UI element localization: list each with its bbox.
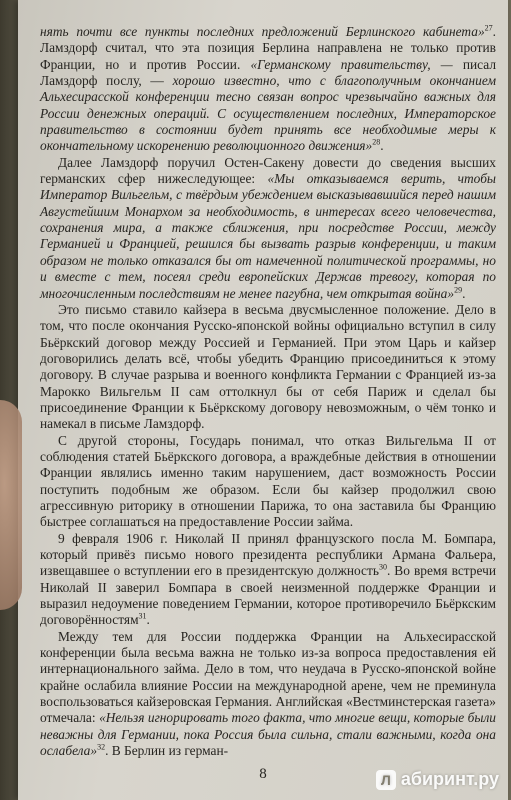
- book-page: [18, 0, 508, 800]
- paragraph-text: Далее Ламздорф поручил Остен-Сакену довести до сведения высших германских сфер нижеследующее:: [40, 154, 496, 187]
- quote-fragment: «Нельзя игнорировать того факта, что многие вещи, которые были неважны для Германии, пока Россия была сильна, стали важными, когда она ослабела»: [40, 710, 496, 759]
- quote-fragment: «Германскому правительству, —: [250, 56, 453, 72]
- watermark-text: абиринт.ру: [400, 769, 499, 789]
- watermark: [376, 769, 499, 790]
- labirint-logo-icon: Л: [376, 770, 396, 790]
- quote-fragment: хорошо известно, что с благополучным окончанием Альхесирасской конференции тесно связан вопрос чрезвычайно важных для России денежных операций. С осуществлением последних, Императорское правительство в состоянии будет принять все необходимые меры к окончательному искоренению революционного движения»: [40, 73, 496, 154]
- footnote-ref[interactable]: 31: [138, 611, 147, 621]
- paragraph-text: Между тем для России поддержка Франции на Альхесирасской конференции была весьма важна не только из-за вопроса предоставления ей интернационального займа. Дело в том, что неудача в Русско-японской войне крайне ослабила влияние России на международной арене, чем не преминула воспользоваться кайзеровская Германия. Английская «Вестминстерская газета» отмечала:: [40, 628, 496, 726]
- footnote-ref[interactable]: 28: [372, 137, 381, 147]
- paragraph-5: 9 февраля 1906 г. Николай II принял французского посла М. Бомпара, который привёз письмо нового президента республики Армана Фальера, извещавшее о вступлении его в президентскую должность$^{30}$. Во время встречи Николай II заверил Бомпара в своей неизменной поддержке Франции и выразил недоумение поведением Германии, которое противоречило Бьёркским договорённостям$^{31}$.: [40, 530, 496, 628]
- quote-fragment: «Мы отказываемся верить, чтобы Император Вильгельм, с твёрдым убеждением высказывавшийся перед нашим Августейшим Монархом за необходимость, в интересах всего человечества, сохранения мира, а также сближения, при посредстве России, между Германией и Францией, решился бы вызвать разрыв конференции, и таким образом не только отказался бы от намеченной политической программы, но и вместе с тем, посеял среди европейских Держав тревогу, которая по многочисленным последствиям не менее пагубна, чем открытая война»: [40, 171, 496, 301]
- paragraph-text: 9 февраля 1906 г. Николай II принял французского посла М. Бомпара, который привёз письмо нового президента республики Армана Фальера, извещавшее о вступлении его в президентскую должность: [40, 530, 496, 579]
- paragraph-text: . Ламздорф считал, что эта позиция Берлина направлена не только против Франции, но и против России.: [40, 24, 496, 72]
- page-text: [40, 24, 496, 759]
- footnote-ref[interactable]: 27: [484, 23, 493, 33]
- thumb-photo-artifact: [0, 400, 22, 610]
- paragraph-1: нять почти все пункты последних предложений Берлинского кабинета»$^{27}$. Ламздорф считал, что эта позиция Берлина направлена не только против Франции, но и против России. «Германскому правительству, — писал Ламздорф послу, — хорошо известно, что с благополучным окончанием Альхесирасской конференции тесно связан вопрос чрезвычайно важных для России денежных операций. С осуществлением последних, Императорское правительство в состоянии будет принять все необходимые меры к окончательному искоренению революционного движения»$^{28}$.: [40, 23, 497, 154]
- page-number: 8: [259, 766, 267, 782]
- paragraph-text: . Во время встречи Николай II заверил Бомпара в своей неизменной поддержке Франции и выразил недоумение поведением Германии, которое противоречило Бьёркским договорённостям: [40, 563, 496, 628]
- paragraph-text: писал Ламздорф послу, —: [40, 56, 497, 89]
- paragraph-text: . В Берлин из герман-: [105, 743, 229, 759]
- footnote-ref[interactable]: 29: [454, 285, 463, 295]
- quote-fragment: нять почти все пункты последних предложений Берлинского кабинета»: [40, 24, 485, 39]
- footnote-ref[interactable]: 30: [378, 562, 387, 572]
- paragraph-4: С другой стороны, Государь понимал, что отказ Вильгельма II от соблюдения статей Бьёркского договора, а враждебные действия в отношении Франции являлись именно таким нарушением, даст возможность России поступить подобным же образом. Если бы кайзер продолжил свою агрессивную риторику в отношении Парижа, то она заставила бы Францию быстрее соглашаться на предоставление России займа.: [40, 432, 496, 530]
- paragraph-6: [40, 629, 496, 760]
- paragraph-2: Далее Ламздорф поручил Остен-Сакену довести до сведения высших германских сфер нижеследующее: «Мы отказываемся верить, чтобы Император Вильгельм, с твёрдым убеждением высказывавшийся перед нашим Августейшим Монархом за необходимость, в интересах всего человечества, сохранения мира, а также сближения, при посредстве России, между Германией и Францией, решился бы вызвать разрыв конференции, и таким образом не только отказался бы от намеченной политической программы, но и вместе с тем, посеял среди европейских Держав тревогу, которая по многочисленным последствиям не менее пагубна, чем открытая война»$^{29}$.: [40, 154, 496, 301]
- footnote-ref[interactable]: 32: [97, 742, 106, 752]
- paragraph-3: Это письмо ставило кайзера в весьма двусмысленное положение. Дело в том, что после окончания Русско-японской войны официально вступил в силу Бьёркский договор между Россией и Германией. При этом Царь и кайзер договорились делать всё, чтобы убедить Францию присоединиться к этому договору. В случае разрыва и военного конфликта Германии с Францией из-за Марокко Вильгельм II сам оттолкнул бы от себя Париж и сделал бы присоединение Франции к Бьёркскому договору невозможным, о чём тонко и намекал в письме Ламздорф.: [40, 301, 496, 432]
